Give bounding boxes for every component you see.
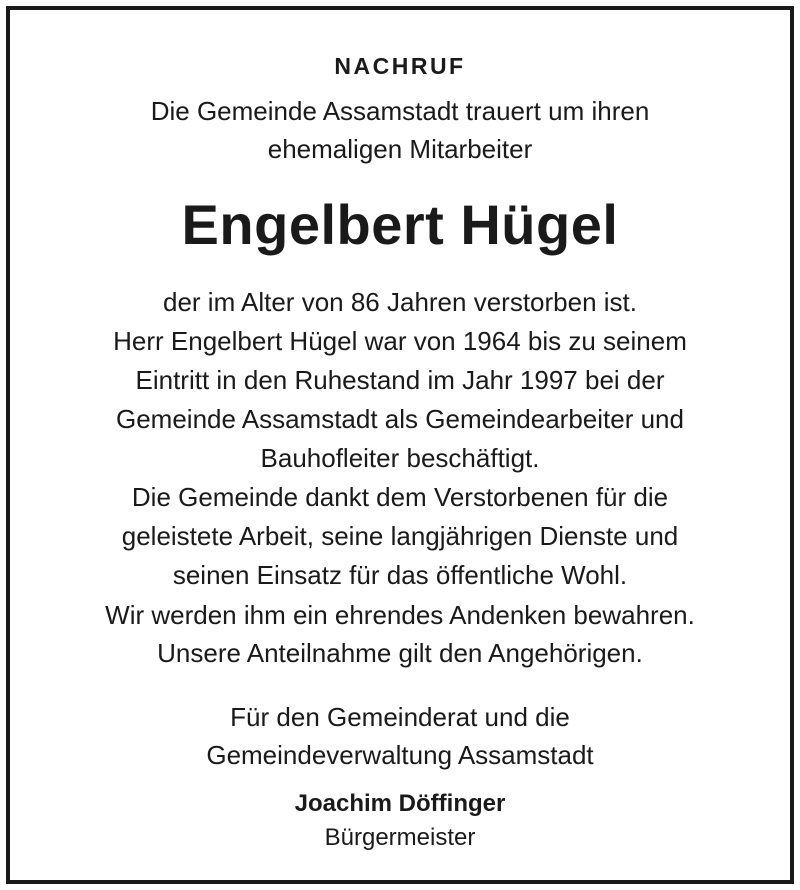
- signer-name: Joachim Döffinger: [294, 790, 506, 817]
- age-line: der im Alter von 86 Jahren verstorben ist.: [162, 287, 637, 317]
- on-behalf-line: Für den Gemeinderat und die: [230, 702, 570, 732]
- deceased-name: Engelbert Hügel: [181, 193, 619, 256]
- signer-title: Bürgermeister: [324, 824, 476, 851]
- career-paragraph: [10, 322, 790, 478]
- career-line: Bauhofleiter beschäftigt.: [260, 443, 540, 473]
- remembrance-line: Unsere Anteilnahme gilt den Angehörigen.: [157, 638, 643, 668]
- intro-line: ehemaligen Mitarbeiter: [267, 134, 533, 164]
- thanks-line: seinen Einsatz für das öffentliche Wohl.: [172, 560, 628, 590]
- remembrance-line: Wir werden ihm ein ehrendes Andenken bewahren.: [105, 600, 695, 630]
- career-line: Gemeinde Assamstadt als Gemeindearbeiter und: [116, 404, 684, 434]
- thanks-line: geleistete Arbeit, seine langjährigen Dienste und: [121, 521, 679, 551]
- career-line: Herr Engelbert Hügel war von 1964 bis zu seinem: [113, 326, 687, 356]
- thanks-paragraph: [10, 478, 790, 595]
- notice-heading: NACHRUF: [334, 53, 466, 79]
- intro-text: [10, 92, 790, 168]
- career-line: Eintritt in den Ruhestand im Jahr 1997 bei der: [135, 365, 665, 395]
- on-behalf-line: Gemeindeverwaltung Assamstadt: [206, 740, 594, 770]
- thanks-line: Die Gemeinde dankt dem Verstorbenen für die: [131, 482, 669, 512]
- remembrance-paragraph: [10, 596, 790, 672]
- intro-line: Die Gemeinde Assamstadt trauert um ihren: [150, 96, 650, 126]
- on-behalf-of: [10, 698, 790, 774]
- obituary-notice: [6, 6, 794, 884]
